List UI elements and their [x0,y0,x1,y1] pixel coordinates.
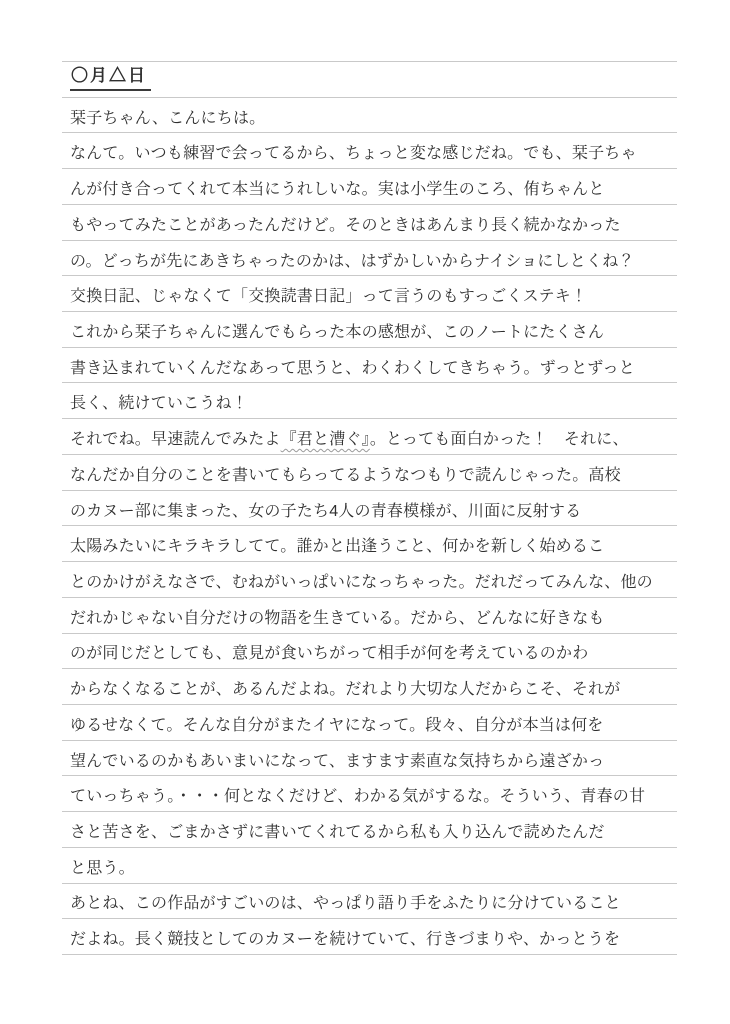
diary-line-text: ゆるせなくて。そんな自分がまたイヤになって。段々、自分が本当は何を [70,716,604,734]
book-title: 『君と漕ぐ』 [280,431,370,449]
diary-line-text: のが同じだとしても、意見が食いちがって相手が何を考えているのかわ [70,645,589,663]
diary-line [62,704,677,740]
diary-line-text: もやってみたことがあったんだけど。そのときはあんまり長く続かなかった [70,216,621,234]
diary-line-text: 長く、続けていこうね！ [70,395,248,413]
diary-line-text: なんて。いつも練習で会ってるから、ちょっと変な感じだね。でも、栞子ちゃ [70,145,637,163]
diary-line-text: 書き込まれていくんだなあって思うと、わくわくしてきちゃう。ずっとずっと [70,359,635,377]
diary-line [62,597,677,633]
diary-line [62,132,677,168]
diary-line [62,311,677,347]
diary-line-text: からなくなることが、あるんだよね。だれより大切な人だからこそ、それが [70,681,621,699]
diary-line [62,347,677,383]
diary-line [62,382,677,418]
diary-line-text: の。どっちが先にあきちゃったのかは、はずかしいからナイショにしとくね？ [70,252,635,270]
diary-line [62,240,677,276]
diary-line [62,168,677,204]
diary-line [62,454,677,490]
diary-line-text: あとね、この作品がすごいのは、やっぱり語り手をふたりに分けていること [70,895,621,913]
diary-line-text: だよね。長く競技としてのカヌーを続けていて、行きづまりや、かっとうを [70,931,621,949]
diary-line [62,490,677,526]
diary-line-text: とのかけがえなさで、むねがいっぱいになっちゃった。だれだってみんな、他の [70,573,653,591]
diary-line-text: なんだか自分のことを書いてもらってるようなつもりで読んじゃった。高校 [70,466,621,484]
book-title-post-text: 。とっても面白かった！ それに、 [369,431,629,449]
diary-line [62,204,677,240]
diary-line [62,561,677,597]
diary-line-with-book-title [62,418,677,454]
diary-line [62,775,677,811]
diary-line [62,740,677,776]
diary-line [62,525,677,561]
diary-line-text: だれかじゃない自分だけの物語を生きている。だから、どんなに好きなも [70,609,605,627]
diary-line-text: ていっちゃう。・・・何となくだけど、わかる気がするな。そういう、青春の甘 [70,788,646,806]
diary-line [62,883,677,919]
diary-line [62,847,677,883]
date-heading: 〇月△日 [70,61,151,91]
diary-line-text: 交換日記、じゃなくて「交換読書日記」って言うのもすっごくステキ！ [70,288,588,306]
diary-line [62,633,677,669]
diary-line-text: 栞子ちゃん、こんにちは。 [70,109,266,127]
diary-line [62,97,677,133]
diary-line-text: 太陽みたいにキラキラしてて。誰かと出逢うこと、何かを新しく始めるこ [70,538,605,556]
diary-line-text: さと苦さを、ごまかさずに書いてくれてるから私も入り込んで読めたんだ [70,824,605,842]
diary-line [62,811,677,847]
diary-line-text [70,432,629,449]
book-title-pre-text: それでね。早速読んでみたよ [70,431,281,449]
diary-line-text: これから栞子ちゃんに選んでもらった本の感想が、このノートにたくさん [70,323,605,341]
diary-line [62,668,677,704]
diary-line [62,918,677,954]
diary-line-text: 望んでいるのかもあいまいになって、ますます素直な気持ちから遠ざかっ [70,752,605,770]
date-row [62,61,677,97]
diary-line-text: と思う。 [70,859,135,877]
diary-line [62,275,677,311]
diary-line-text: んが付き合ってくれて本当にうれしいな。実は小学生のころ、侑ちゃんと [70,181,605,199]
ruled-area [62,61,677,955]
diary-line-text: のカヌー部に集まった、女の子たち4人の青春模様が、川面に反射する [70,502,582,520]
